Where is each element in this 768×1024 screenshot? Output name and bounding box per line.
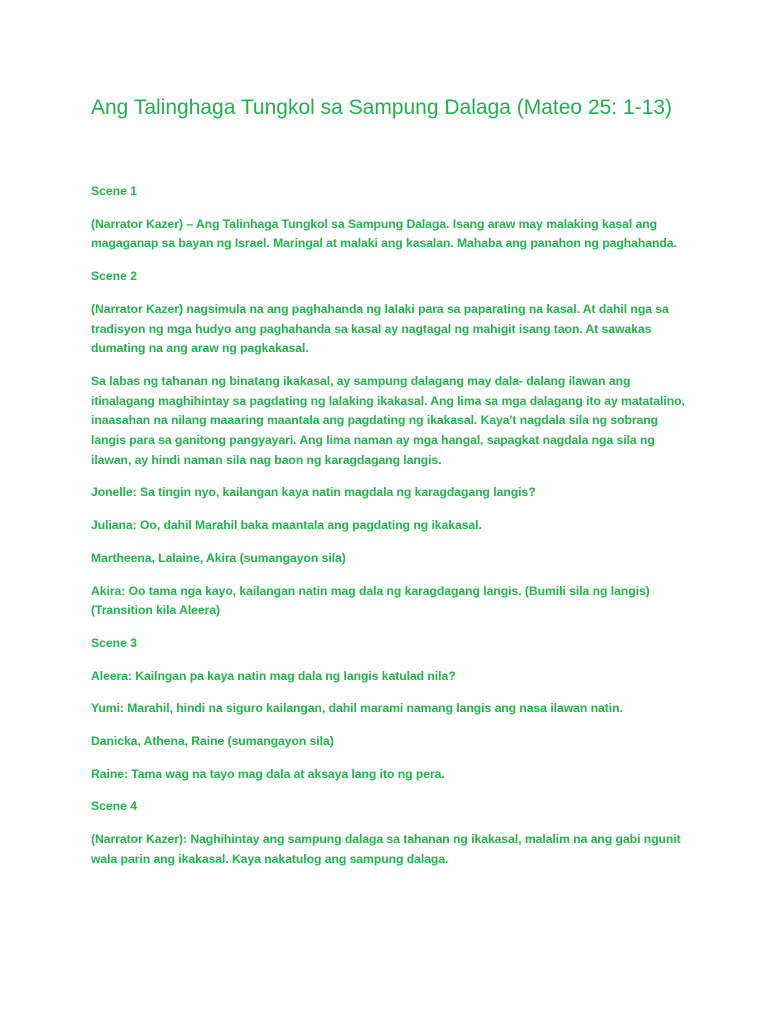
paragraph — [91, 300, 691, 359]
scene-heading — [91, 267, 691, 287]
paragraph — [91, 516, 691, 536]
text-line: (Transition kila Aleera) — [91, 603, 221, 618]
document-title: Ang Talinghaga Tungkol sa Sampung Dalaga (Mateo 25: 1-13) — [91, 96, 672, 119]
text-line: (Narrator Kazer) nagsimula na ang paghahanda ng lalaki para sa paparating na kasal. At dahil nga sa — [91, 301, 669, 316]
text-line: langis para sa ganitong pangyayari. Ang lima naman ay mga hangal, sapagkat nagdala nga sila ng — [91, 433, 655, 448]
text-line: Jonelle: Sa tingin nyo, kailangan kaya natin magdala ng karagdagang langis? — [91, 485, 536, 500]
text-line: Scene 1 — [91, 184, 138, 198]
paragraph — [91, 549, 691, 569]
paragraph — [91, 667, 691, 687]
text-line: itinalagang maghihintay sa pagdating ng lalaking ikakasal. Ang lima sa mga dalagang ito ay matatalino, — [91, 393, 685, 408]
paragraph — [91, 732, 691, 752]
scene-heading — [91, 634, 691, 654]
text-line: ilawan, ay hindi naman sila nag baon ng karagdagang langis. — [91, 452, 442, 467]
text-line: Akira: Oo tama nga kayo, kailangan natin mag dala ng karagdagang langis. (Bumili sila ng langis) — [91, 583, 650, 598]
text-line: Scene 3 — [91, 635, 138, 650]
paragraph — [91, 830, 691, 869]
text-line: Juliana: Oo, dahil Marahil baka maantala ang pagdating ng ikakasal. — [91, 518, 482, 533]
text-line: magaganap sa bayan ng Israel. Maringal at malaki ang kasalan. Mahaba ang panahon ng paghahanda. — [91, 236, 677, 251]
paragraph — [91, 582, 691, 621]
text-line: (Narrator Kazer): Naghihintay ang sampung dalaga sa tahanan ng ikakasal, malalim na ang gabi ngunit — [91, 832, 681, 847]
text-line: Sa labas ng tahanan ng binatang ikakasal, ay sampung dalagang may dala- dalang ilawan ang — [91, 373, 631, 388]
text-line: Martheena, Lalaine, Akira (sumangayon sila) — [91, 550, 346, 565]
scene-heading — [91, 182, 691, 202]
paragraph — [91, 699, 691, 719]
text-line: Scene 4 — [91, 799, 138, 814]
text-line: inaasahan na nilang maaaring maantala ang pagdating ng ikakasal. Kaya't nagdala sila ng sobrang — [91, 413, 659, 428]
text-line: Aleera: Kailngan pa kaya natin mag dala ng langis katulad nila? — [91, 668, 456, 683]
paragraph — [91, 765, 691, 785]
text-line: Yumi: Marahil, hindi na siguro kailangan, dahil marami namang langis ang nasa ilawan natin. — [91, 701, 623, 716]
scene-heading — [91, 797, 691, 817]
text-line: wala parin ang ikakasal. Kaya nakatulog ang sampung dalaga. — [91, 851, 449, 866]
text-line: Raine: Tama wag na tayo mag dala at aksaya lang ito ng pera. — [91, 766, 445, 781]
document-body — [91, 182, 691, 883]
paragraph — [91, 483, 691, 503]
text-line: Danicka, Athena, Raine (sumangayon sila) — [91, 734, 334, 749]
text-line: tradisyon ng mga hudyo ang paghahanda sa kasal ay nagtagal ng mahigit isang taon. At sawakas — [91, 321, 652, 336]
paragraph — [91, 372, 691, 471]
text-line: dumating na ang araw ng pagkakasal. — [91, 341, 309, 356]
text-line: Scene 2 — [91, 269, 138, 284]
paragraph — [91, 215, 691, 254]
text-line: (Narrator Kazer) – Ang Talinhaga Tungkol sa Sampung Dalaga. Isang araw may malaking kasal ang — [91, 216, 658, 231]
